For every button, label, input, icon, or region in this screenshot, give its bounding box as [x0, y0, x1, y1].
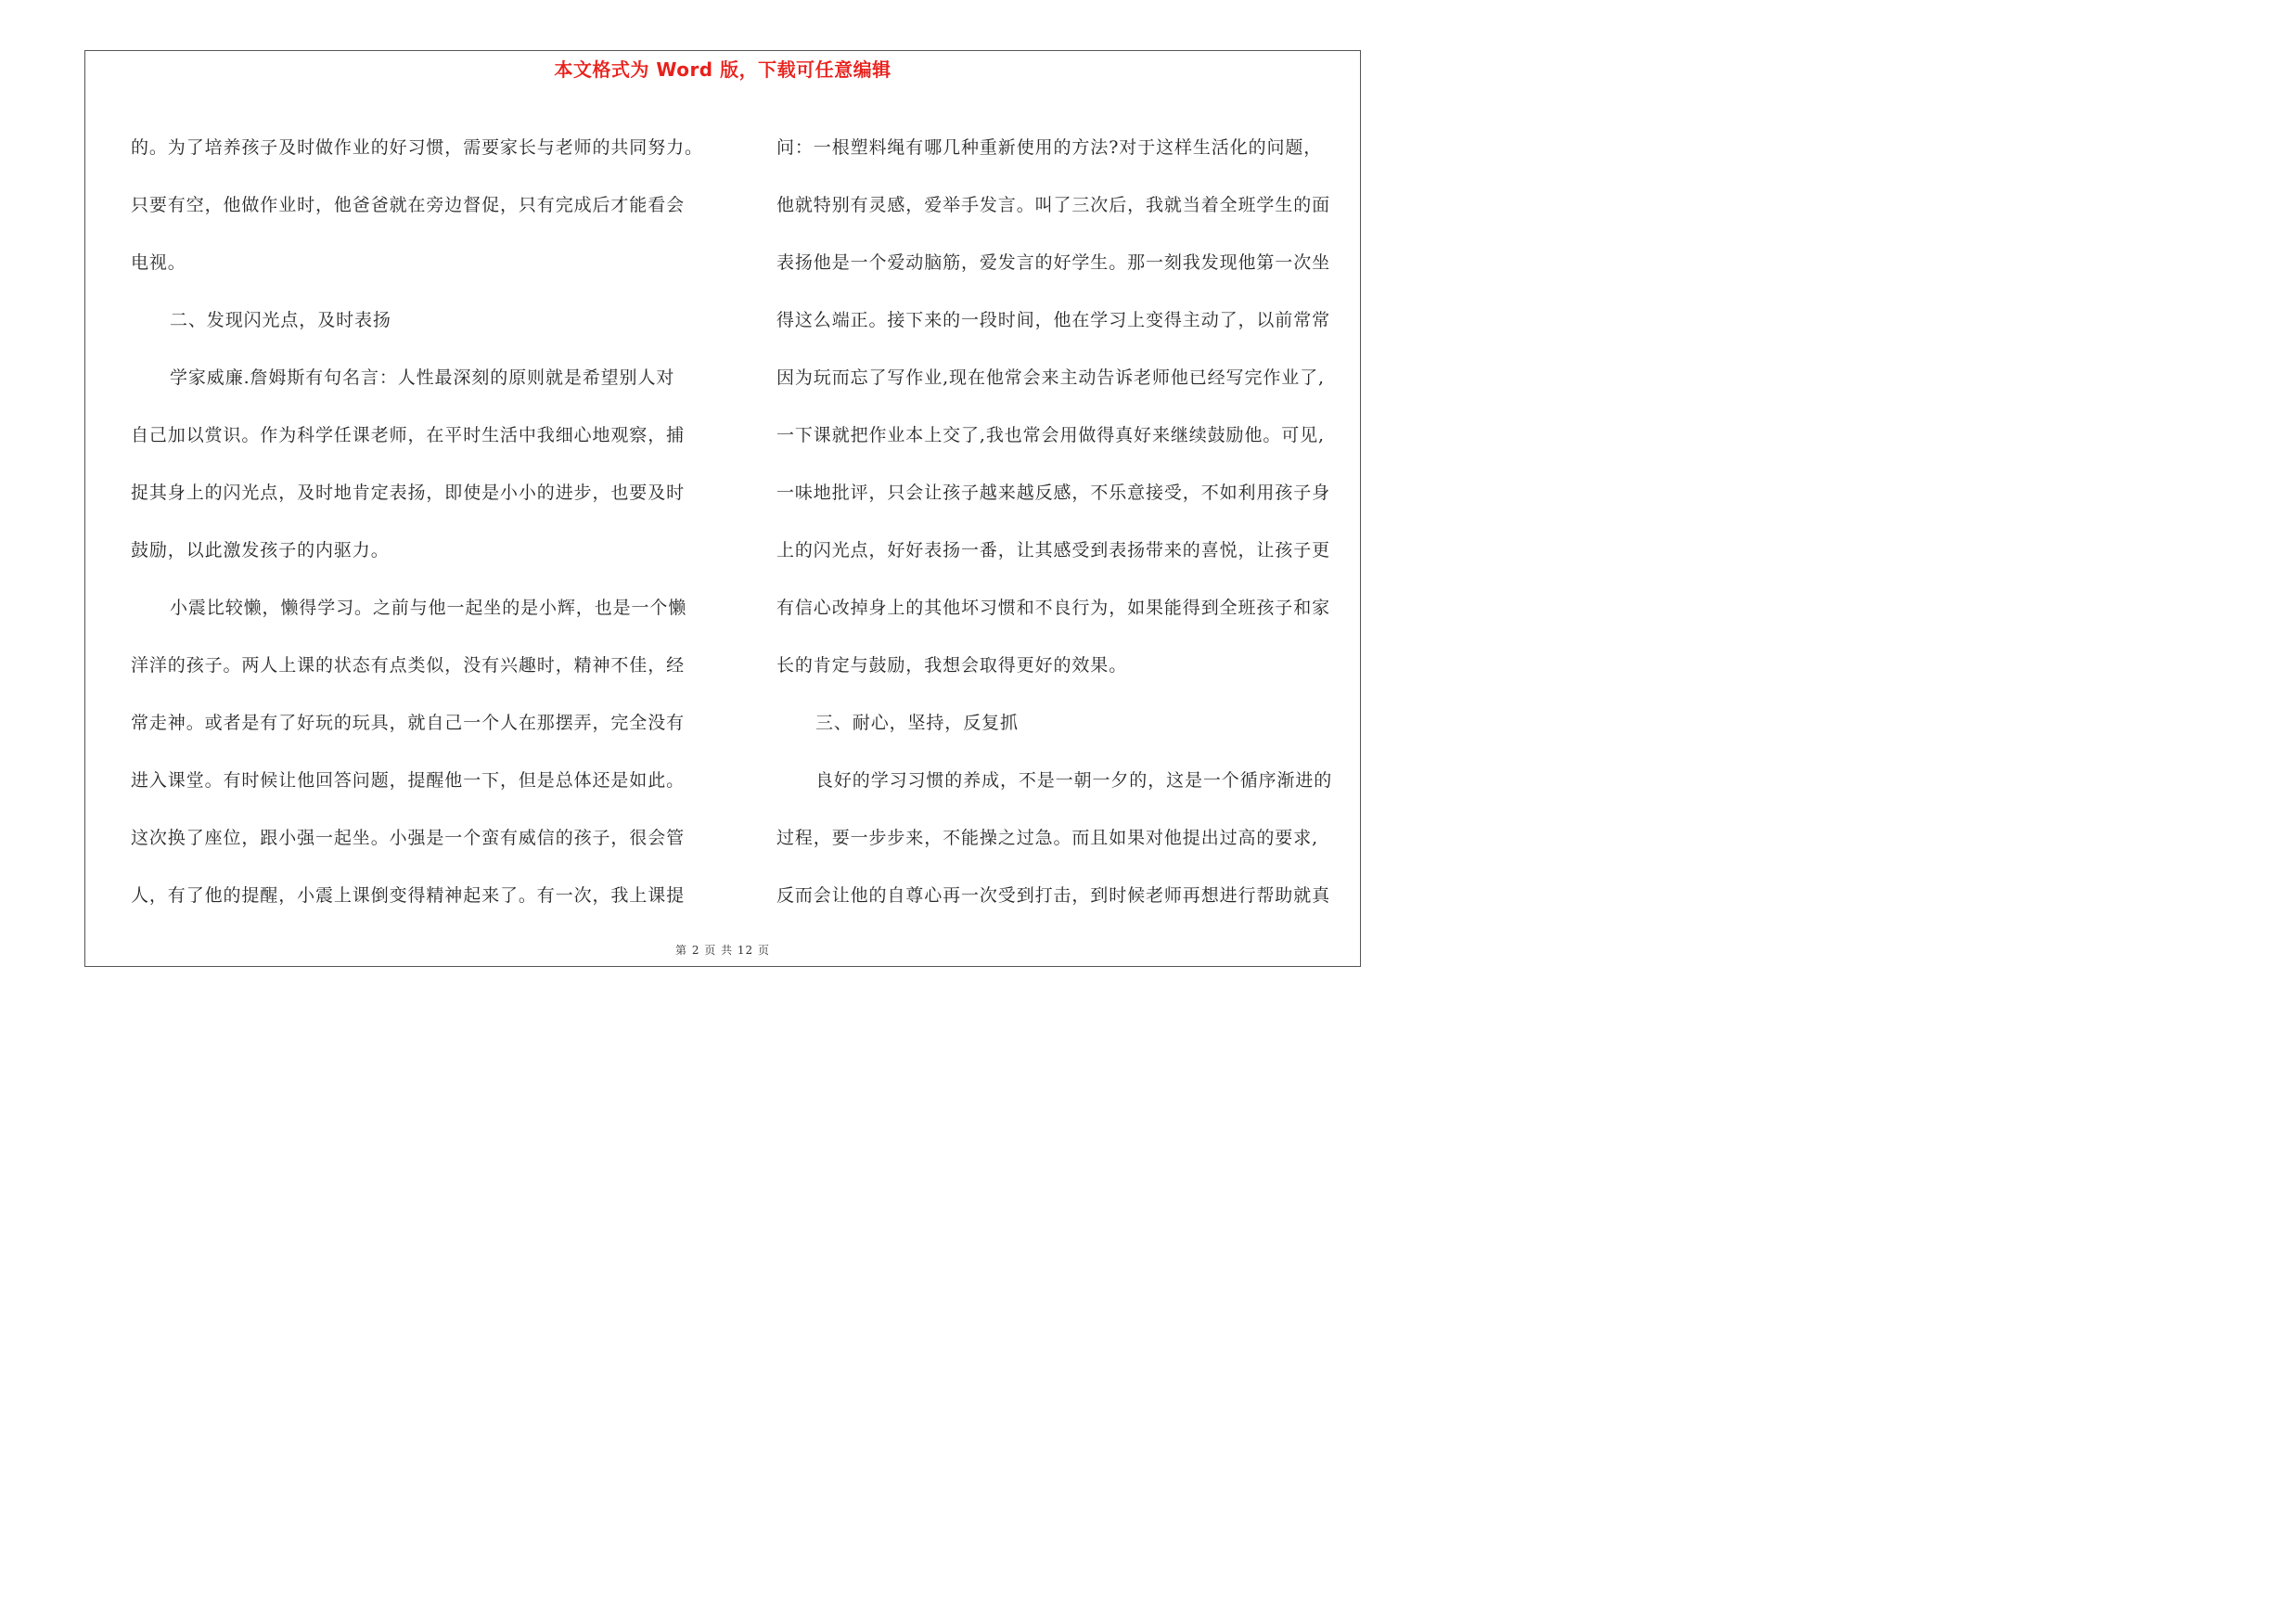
text-line: 一味地批评，只会让孩子越来越反感，不乐意接受，不如利用孩子身 — [776, 483, 1331, 503]
text-line: 反而会让他的自尊心再一次受到打击，到时候老师再想进行帮助就真 — [776, 885, 1331, 906]
text-line: 电视。 — [131, 252, 186, 273]
text-line: 问：一根塑料绳有哪几种重新使用的方法?对于这样生活化的问题， — [776, 137, 1323, 158]
text-line: 的。为了培养孩子及时做作业的好习惯，需要家长与老师的共同努力。 — [131, 137, 703, 158]
text-line: 长的肯定与鼓励，我想会取得更好的效果。 — [776, 655, 1128, 676]
right-text-column — [776, 119, 1366, 924]
text-line: 一下课就把作业本上交了,我也常会用做得真好来继续鼓励他。可见, — [776, 425, 1325, 445]
text-line: 有信心改掉身上的其他坏习惯和不良行为，如果能得到全班孩子和家 — [776, 598, 1331, 618]
text-line: 得这么端正。接下来的一段时间，他在学习上变得主动了，以前常常 — [776, 310, 1331, 330]
text-line: 上的闪光点，好好表扬一番，让其感受到表扬带来的喜悦，让孩子更 — [776, 540, 1331, 560]
text-line: 进入课堂。有时候让他回答问题，提醒他一下，但是总体还是如此。 — [131, 770, 686, 791]
text-line: 只要有空，他做作业时，他爸爸就在旁边督促，只有完成后才能看会 — [131, 195, 686, 215]
text-line: 这次换了座位，跟小强一起坐。小强是一个蛮有威信的孩子，很会管 — [131, 828, 686, 848]
text-line: 小震比较懒，懒得学习。之前与他一起坐的是小辉，也是一个懒 — [170, 598, 687, 618]
text-line: 洋洋的孩子。两人上课的状态有点类似，没有兴趣时，精神不佳，经 — [131, 655, 686, 676]
text-line: 人，有了他的提醒，小震上课倒变得精神起来了。有一次，我上课提 — [131, 885, 686, 906]
text-line: 二、发现闪光点，及时表扬 — [170, 310, 391, 330]
document-page — [84, 50, 1361, 967]
text-line: 良好的学习习惯的养成，不是一朝一夕的，这是一个循序渐进的 — [815, 770, 1333, 791]
text-line: 过程，要一步步来，不能操之过急。而且如果对他提出过高的要求, — [776, 828, 1319, 848]
text-line: 因为玩而忘了写作业,现在他常会来主动告诉老师他已经写完作业了, — [776, 367, 1325, 388]
left-text-column — [131, 119, 723, 924]
text-line: 捉其身上的闪光点，及时地肯定表扬，即使是小小的进步，也要及时 — [131, 483, 686, 503]
text-line: 表扬他是一个爱动脑筋，爱发言的好学生。那一刻我发现他第一次坐 — [776, 252, 1331, 273]
text-line: 自己加以赏识。作为科学任课老师，在平时生活中我细心地观察，捕 — [131, 425, 686, 445]
page-footer: 第 2 页 共 12 页 — [675, 944, 770, 957]
text-line: 三、耐心，坚持，反复抓 — [815, 713, 1019, 733]
word-format-banner: 本文格式为 Word 版，下载可任意编辑 — [554, 58, 891, 81]
text-line: 鼓励，以此激发孩子的内驱力。 — [131, 540, 390, 560]
text-line: 学家威廉.詹姆斯有句名言：人性最深刻的原则就是希望别人对 — [170, 367, 675, 388]
text-line: 常走神。或者是有了好玩的玩具，就自己一个人在那摆弄，完全没有 — [131, 713, 686, 733]
text-line: 他就特别有灵感，爱举手发言。叫了三次后，我就当着全班学生的面 — [776, 195, 1331, 215]
